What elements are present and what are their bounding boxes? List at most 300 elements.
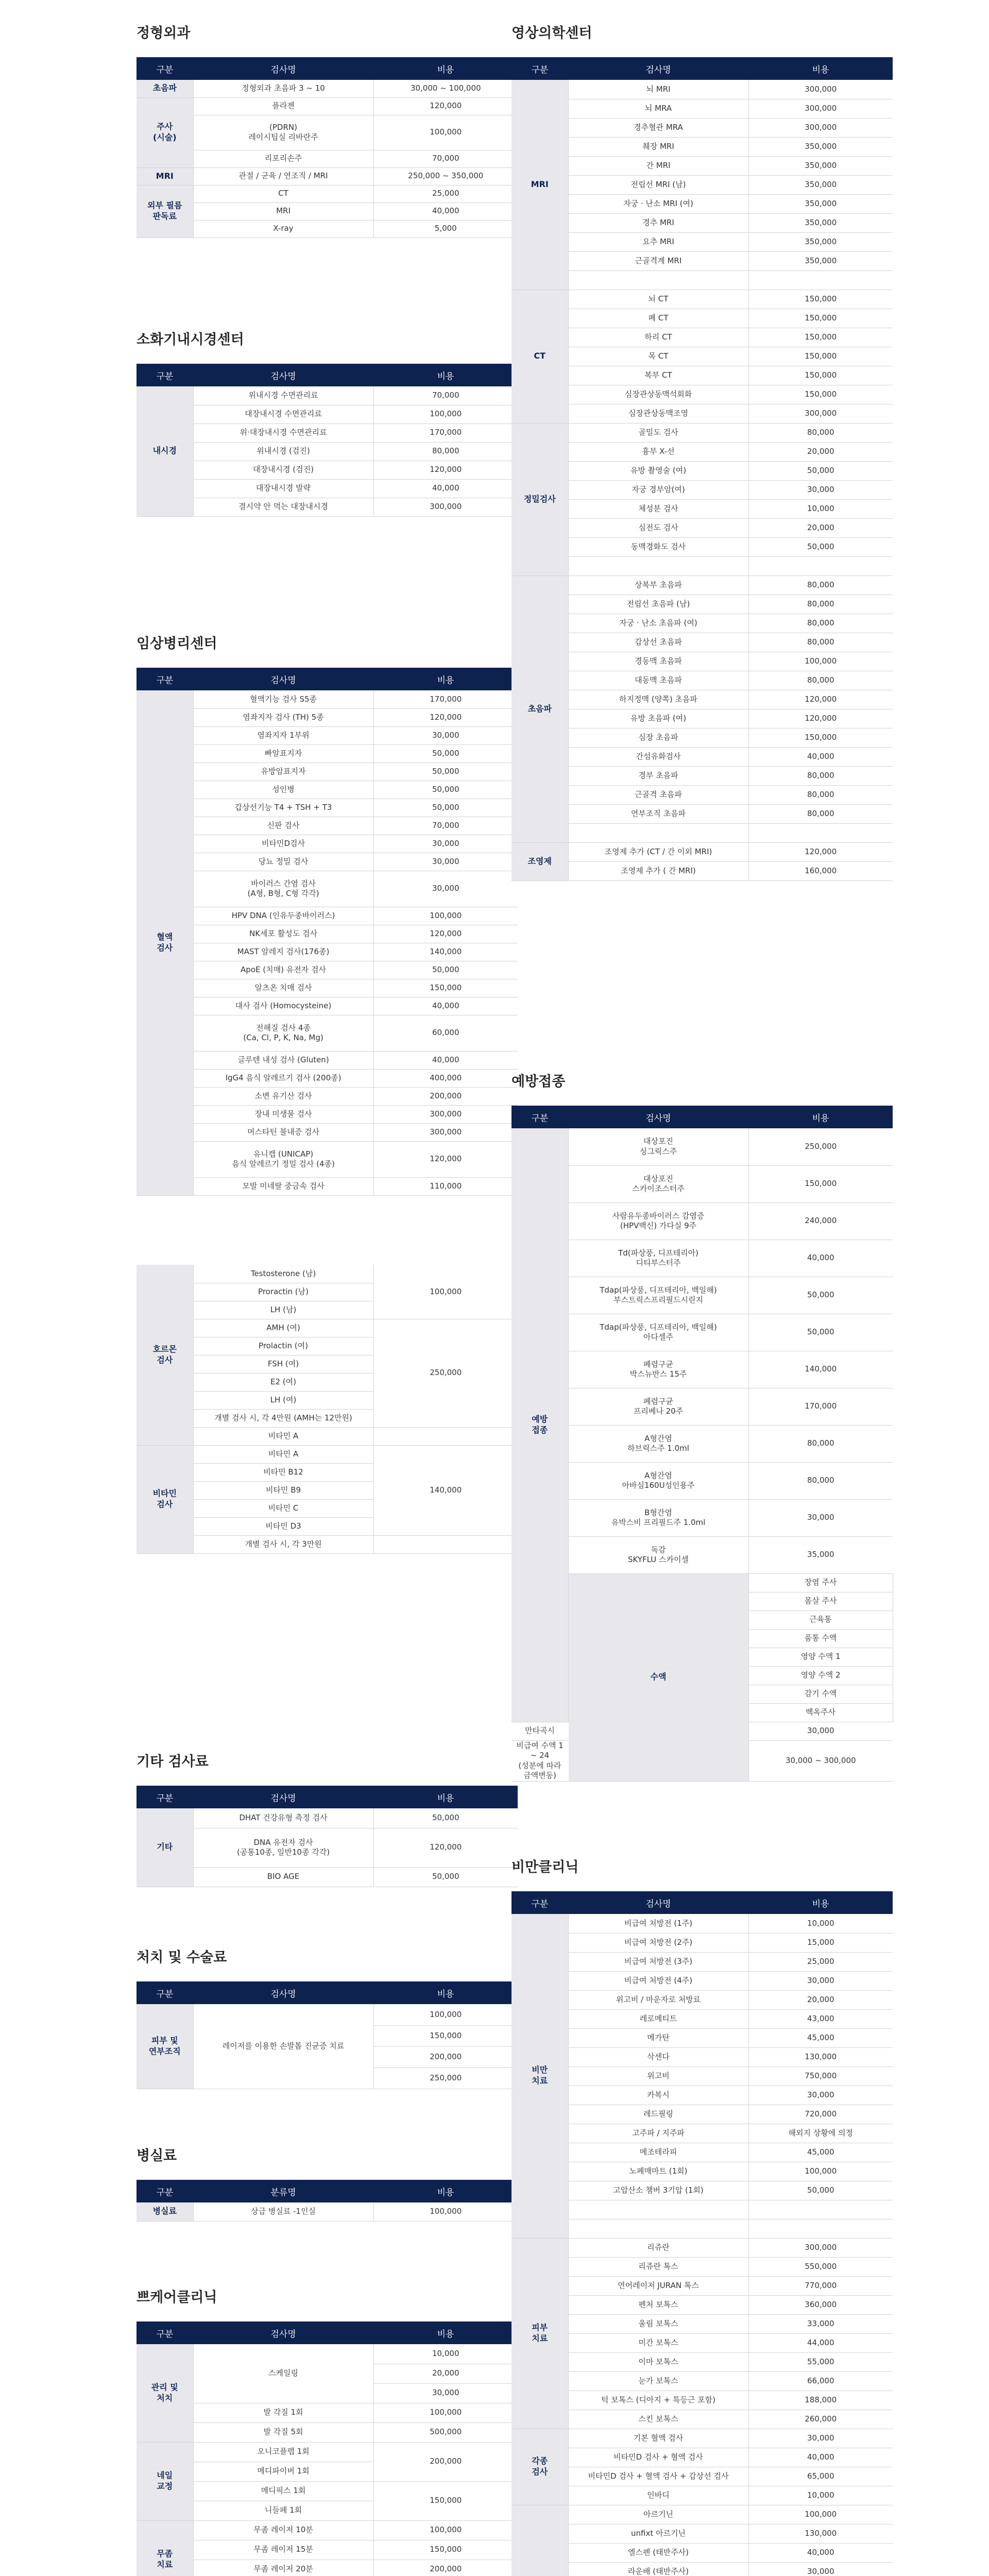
price-cell: 44,000 [748,2333,893,2352]
test-name-cell: 울림 보톡스 [568,2314,748,2333]
price-cell: 170,000 [748,1388,893,1425]
category-cell: 각종 검사 [511,2429,568,2505]
price-cell: 30,000 [748,480,893,499]
price-cell: 20,000 [748,518,893,537]
header-price: 비용 [748,1106,893,1128]
header-test-name: 검사명 [193,2321,373,2344]
test-name-cell: 간섬유화검사 [568,747,748,766]
price-cell: 250,000 [373,1319,518,1427]
table-row [511,2314,893,2333]
table-row [137,799,518,817]
table-row [511,2124,893,2143]
header-price: 비용 [373,1981,518,2004]
test-name-cell: 뇌 MRA [568,99,748,118]
price-cell: 150,000 [748,309,893,328]
table-row [511,1990,893,2009]
price-table [511,57,893,881]
test-name-cell: 동맥경화도 검사 [568,537,748,556]
test-name-cell: 미간 보톡스 [568,2333,748,2352]
price-cell: 50,000 [748,461,893,480]
test-name-cell: 사람유두종바이러스 감염증 (HPV백신) 가다실 9주 [568,1202,748,1240]
table-row [511,2181,893,2200]
test-name-cell: 눈가 보톡스 [568,2371,748,2391]
price-cell: 65,000 [748,2467,893,2486]
price-cell: 30,000 [373,726,518,744]
test-name-cell: 백옥주사 [748,1703,893,1722]
header-price: 비용 [373,2180,518,2202]
price-cell [373,1535,518,1553]
price-cell: 250,000 [748,1128,893,1165]
price-cell: 100,000 [373,115,518,150]
table-row [511,671,893,690]
test-name-cell: 위내시경 수면관리료 [193,386,373,405]
test-name-cell: 체성분 검사 [568,499,748,518]
price-cell: 80,000 [373,442,518,461]
test-name-cell: 라운배 (태반주사) [568,2562,748,2576]
price-cell: 50,000 [373,961,518,979]
price-cell: 140,000 [748,1351,893,1388]
table-row [511,442,893,461]
price-cell: 200,000 [373,2442,518,2481]
header-price: 비용 [748,57,893,80]
category-cell: 수액 [568,1573,748,1781]
price-cell: 50,000 [748,1277,893,1314]
price-cell: 50,000 [373,1808,518,1828]
price-cell: 350,000 [748,194,893,213]
table-row [511,1351,893,1388]
table-row [511,2276,893,2295]
table-row [137,1069,518,1087]
table-row [511,728,893,747]
test-name-cell: 비타민 B9 [193,1481,373,1499]
table-header-row [137,57,518,80]
test-name-cell: 비타민 D3 [193,1517,373,1535]
table-row [511,747,893,766]
table-header-row [511,1106,893,1128]
price-cell: 120,000 [373,97,518,115]
table-row [137,2344,518,2364]
table-row [137,2004,518,2025]
test-name-cell: 레로메티트 [568,2009,748,2028]
price-cell: 30,000 ~ 100,000 [373,80,518,97]
header-category: 구분 [137,2180,193,2202]
test-name-cell: 요추 MRI [568,232,748,251]
test-name-cell: 감기 수액 [748,1685,893,1703]
test-name-cell: 자궁 경부암(여) [568,480,748,499]
table-row [511,633,893,652]
price-cell: 100,000 [748,2162,893,2181]
test-name-cell: 위고비 / 마운자로 처방료 [568,1990,748,2009]
test-name-cell: 위·대장내시경 수면관리료 [193,423,373,442]
table-row [511,366,893,385]
table-row [137,781,518,799]
test-name-cell: 목 CT [568,347,748,366]
test-name-cell: 상복부 초음파 [568,575,748,595]
price-section [137,1947,518,2089]
price-cell: 100,000 [373,907,518,925]
price-cell: 30,000 [748,2562,893,2576]
table-row [511,2143,893,2162]
category-cell: 피부 및 연부조직 [137,2004,193,2089]
price-cell [748,270,893,290]
price-cell: 300,000 [748,99,893,118]
table-row [511,2009,893,2028]
test-name-cell: IgG4 음식 알레르기 검사 (200종) [193,1069,373,1087]
price-cell: 40,000 [373,202,518,220]
price-cell: 80,000 [748,804,893,823]
section-title: 정형외과 [137,25,191,41]
table-row [137,1535,518,1553]
price-cell: 300,000 [748,118,893,137]
table-row [137,1051,518,1069]
header-price: 비용 [373,364,518,386]
price-cell: 40,000 [373,997,518,1015]
price-cell: 120,000 [373,925,518,943]
header-price: 비용 [373,668,518,690]
test-name-cell: FSH (여) [193,1355,373,1373]
table-row [137,2540,518,2560]
price-cell: 50,000 [373,799,518,817]
price-cell: 300,000 [748,80,893,99]
test-name-cell: 경동맥 초음파 [568,652,748,671]
category-cell: MRI [137,167,193,185]
test-name-cell: LH (여) [193,1391,373,1409]
price-cell: 70,000 [373,150,518,167]
test-name-cell: Proractin (남) [193,1283,373,1301]
table-row [511,2524,893,2543]
test-name-cell: Prolactin (여) [193,1337,373,1355]
category-cell: 혈액 검사 [137,690,193,1195]
price-section [137,2287,518,2576]
price-cell: 188,000 [748,2391,893,2410]
test-name-cell: 인바디 [568,2486,748,2505]
price-cell: 150,000 [748,328,893,347]
price-section [137,2146,518,2222]
test-name-cell: 상급 병실료 -1인실 [193,2202,373,2221]
category-cell: 정밀검사 [511,423,568,575]
category-cell [511,2505,568,2576]
test-name-cell: 갑상선기능 T4 + TSH + T3 [193,799,373,817]
table-row [137,907,518,925]
category-cell: 예방 접종 [511,1128,568,1722]
price-cell: 20,000 [748,1990,893,2009]
table-row [511,1202,893,1240]
table-row [511,461,893,480]
table-row [511,232,893,251]
table-row [511,2219,893,2238]
test-name-cell: DHAT 건강유형 측정 검사 [193,1808,373,1828]
header-category: 구분 [511,1106,568,1128]
table-row [511,290,893,309]
test-name-cell: 발 각질 5회 [193,2422,373,2442]
test-name-cell: 레이저를 이용한 손발톱 진균증 치료 [193,2004,373,2089]
test-name-cell: 발 각질 1회 [193,2403,373,2422]
table-row [511,766,893,785]
category-cell: 비타민 검사 [137,1445,193,1553]
price-cell: 40,000 [748,747,893,766]
test-name-cell: 카복시 [568,2086,748,2105]
price-cell: 140,000 [373,943,518,961]
price-cell: 100,000 [373,2004,518,2025]
price-cell: 350,000 [748,175,893,194]
test-name-cell: 조영제 추가 (CT / 간 이외 MRI) [568,842,748,861]
section-title: 소화기내시경센터 [137,332,244,348]
table-row [137,2422,518,2442]
table-row [511,1499,893,1536]
test-name-cell: 영양 수액 2 [748,1666,893,1685]
test-name-cell: 비타민 B12 [193,1463,373,1481]
table-row [137,1445,518,1463]
price-cell: 80,000 [748,633,893,652]
test-name-cell: 장염 주사 [748,1573,893,1592]
table-row [511,2028,893,2047]
price-cell: 45,000 [748,2143,893,2162]
price-cell: 140,000 [373,1445,518,1535]
test-name-cell: 오니코플랩 1회 [193,2442,373,2462]
test-name-cell: 심전도 검사 [568,518,748,537]
test-name-cell: 리쥬란 [568,2238,748,2257]
test-name-cell: 하리 CT [568,328,748,347]
category-cell: MRI [511,80,568,290]
table-row [511,1388,893,1425]
price-cell: 50,000 [373,762,518,781]
test-name-cell: 결시약 안 먹는 대장내시경 [193,498,373,516]
header-category: 구분 [137,2321,193,2344]
header-test-name: 검사명 [193,57,373,80]
test-name-cell: 노폐매마트 (1회) [568,2162,748,2181]
test-name-cell: 알츠온 치매 검사 [193,979,373,997]
price-cell: 150,000 [373,979,518,997]
table-row [511,499,893,518]
price-cell: 120,000 [373,1828,518,1867]
test-name-cell: 조영제 추가 ( 간 MRI) [568,861,748,880]
price-cell: 80,000 [748,766,893,785]
header-test-name: 검사명 [193,668,373,690]
header-test-name: 검사명 [568,57,748,80]
test-name-cell: 펜처 보톡스 [568,2295,748,2314]
price-cell: 100,000 [373,2403,518,2422]
price-cell: 150,000 [373,2025,518,2046]
test-name-cell: 위고비 [568,2066,748,2086]
test-name-cell: 리포리손주 [193,150,373,167]
price-cell: 150,000 [373,2481,518,2520]
test-name-cell: 정형외과 초음파 3 ~ 10 [193,80,373,97]
table-row [511,2486,893,2505]
table-row [137,1828,518,1867]
test-name-cell: 빠알표지자 [193,744,373,762]
price-cell: 100,000 [748,2505,893,2524]
price-table [511,1106,893,1782]
table-header-row [137,668,518,690]
table-row [511,1952,893,1971]
table-row [511,423,893,442]
table-row [511,2257,893,2276]
table-header-row [137,2180,518,2202]
price-cell: 150,000 [748,385,893,404]
table-row [137,80,518,97]
price-cell: 720,000 [748,2105,893,2124]
test-name-cell: 비급여 처방전 (2주) [568,1933,748,1952]
test-name-cell: NK세포 활성도 검사 [193,925,373,943]
test-name-cell: 개별 검사 시, 각 4만원 (AMH는 12만원) [193,1409,373,1427]
test-name-cell: 경추혈관 MRA [568,118,748,137]
price-table [137,1786,518,1887]
table-row [137,386,518,405]
price-cell: 66,000 [748,2371,893,2391]
test-name-cell: 갑상선 초음파 [568,633,748,652]
header-category: 구분 [137,668,193,690]
table-row [511,690,893,709]
table-row [137,405,518,423]
price-cell: 300,000 [373,1123,518,1141]
header-price: 비용 [748,1891,893,1914]
test-name-cell: 스킨 보톡스 [568,2410,748,2429]
price-cell: 60,000 [373,1015,518,1051]
table-row [511,709,893,728]
test-name-cell: 비타민 A [193,1445,373,1463]
table-row [511,861,893,880]
table-header-row [137,2321,518,2344]
table-row [511,385,893,404]
test-name-cell: 비타민 A [193,1427,373,1445]
price-cell: 170,000 [373,690,518,708]
price-cell [748,556,893,575]
test-name-cell: 니들페 1회 [193,2501,373,2520]
price-cell: 25,000 [748,1952,893,1971]
test-name-cell: BIO AGE [193,1867,373,1887]
table-row [511,2066,893,2086]
table-row [137,835,518,853]
table-row [511,2562,893,2576]
table-row [511,2162,893,2181]
test-name-cell [568,270,748,290]
test-name-cell: 레드필링 [568,2105,748,2124]
table-row [511,537,893,556]
test-name-cell: 무좀 레이저 10분 [193,2520,373,2540]
test-name-cell: 유방 초음파 (여) [568,709,748,728]
price-cell: 50,000 [748,2181,893,2200]
table-row [137,423,518,442]
header-category: 구분 [137,57,193,80]
header-category: 구분 [137,1786,193,1808]
table-row [137,97,518,115]
table-row [511,309,893,328]
test-name-cell: 비급여 수액 1 ~ 24 (성분에 따라 금액변동) [511,1740,568,1781]
price-cell: 30,000 [748,1971,893,1990]
test-name-cell: 유방 촬영술 (여) [568,461,748,480]
table-row [137,2403,518,2422]
table-row [137,461,518,479]
table-header-row [511,57,893,80]
table-row [511,1240,893,1277]
test-name-cell: 경추 MRI [568,213,748,232]
table-row [511,137,893,156]
price-cell: 10,000 [748,499,893,518]
header-category: 구분 [137,364,193,386]
price-table [137,57,518,238]
test-name-cell: 폐 CT [568,309,748,328]
price-cell: 100,000 [373,2202,518,2221]
table-row [511,2333,893,2352]
price-cell: 120,000 [373,1141,518,1177]
category-cell: 초음파 [511,575,568,842]
table-row [511,175,893,194]
table-row [511,2429,893,2448]
price-cell: 80,000 [748,595,893,614]
category-cell: 병실료 [137,2202,193,2221]
price-cell: 30,000 [748,2429,893,2448]
price-cell: 400,000 [373,1069,518,1087]
test-name-cell: 턱 보톡스 (디아지 + 특등근 포함) [568,2391,748,2410]
test-name-cell: 뇌 CT [568,290,748,309]
header-price: 비용 [373,1786,518,1808]
test-name-cell: 혈액기능 검사 S5종 [193,690,373,708]
table-row [511,2047,893,2066]
price-section [137,23,518,238]
price-cell: 해외지 상황에 의정 [748,2124,893,2143]
price-table [511,1891,893,2576]
category-cell: 주사 (시술) [137,97,193,167]
test-name-cell [568,823,748,842]
test-name-cell: 대상포진 스카이조스터주 [568,1165,748,1202]
test-name-cell: 비타민 C [193,1499,373,1517]
table-row [137,871,518,907]
test-name-cell: 당뇨 정밀 검사 [193,853,373,871]
test-name-cell: 유방암표지자 [193,762,373,781]
table-row [137,150,518,167]
table-row [511,1933,893,1952]
table-row [137,185,518,202]
header-price: 비용 [373,2321,518,2344]
price-cell: 80,000 [748,423,893,442]
price-cell: 40,000 [373,1051,518,1069]
test-name-cell: 스케일링 [193,2344,373,2403]
table-header-row [137,1786,518,1808]
price-cell: 150,000 [748,366,893,385]
table-row [511,575,893,595]
price-cell: 120,000 [748,690,893,709]
price-cell: 100,000 [373,1265,518,1319]
price-cell: 350,000 [748,232,893,251]
header-test-name: 검사명 [193,1786,373,1808]
header-category: 구분 [511,1891,568,1914]
table-row [511,842,893,861]
section-title: 영상의학센터 [511,25,592,41]
price-cell: 150,000 [373,2540,518,2560]
table-row [511,328,893,347]
price-cell: 50,000 [373,744,518,762]
price-cell: 240,000 [748,1202,893,1240]
table-row [137,115,518,150]
table-row [511,2200,893,2219]
test-name-cell: 고압산소 챔버 3기압 (1회) [568,2181,748,2200]
table-row [511,804,893,823]
price-cell: 80,000 [748,614,893,633]
category-cell: 조영제 [511,842,568,880]
table-row [137,726,518,744]
category-cell: 피부 치료 [511,2238,568,2429]
test-name-cell: 위내시경 (검진) [193,442,373,461]
table-row [511,2543,893,2562]
price-section [137,1752,518,1887]
category-cell: 비만 치료 [511,1914,568,2238]
table-row [511,652,893,671]
table-row [511,2391,893,2410]
test-name-cell: 하지정맥 (양쪽) 초음파 [568,690,748,709]
test-name-cell: 이마 보톡스 [568,2352,748,2371]
price-cell: 130,000 [748,2047,893,2066]
header-test-name: 분류명 [193,2180,373,2202]
